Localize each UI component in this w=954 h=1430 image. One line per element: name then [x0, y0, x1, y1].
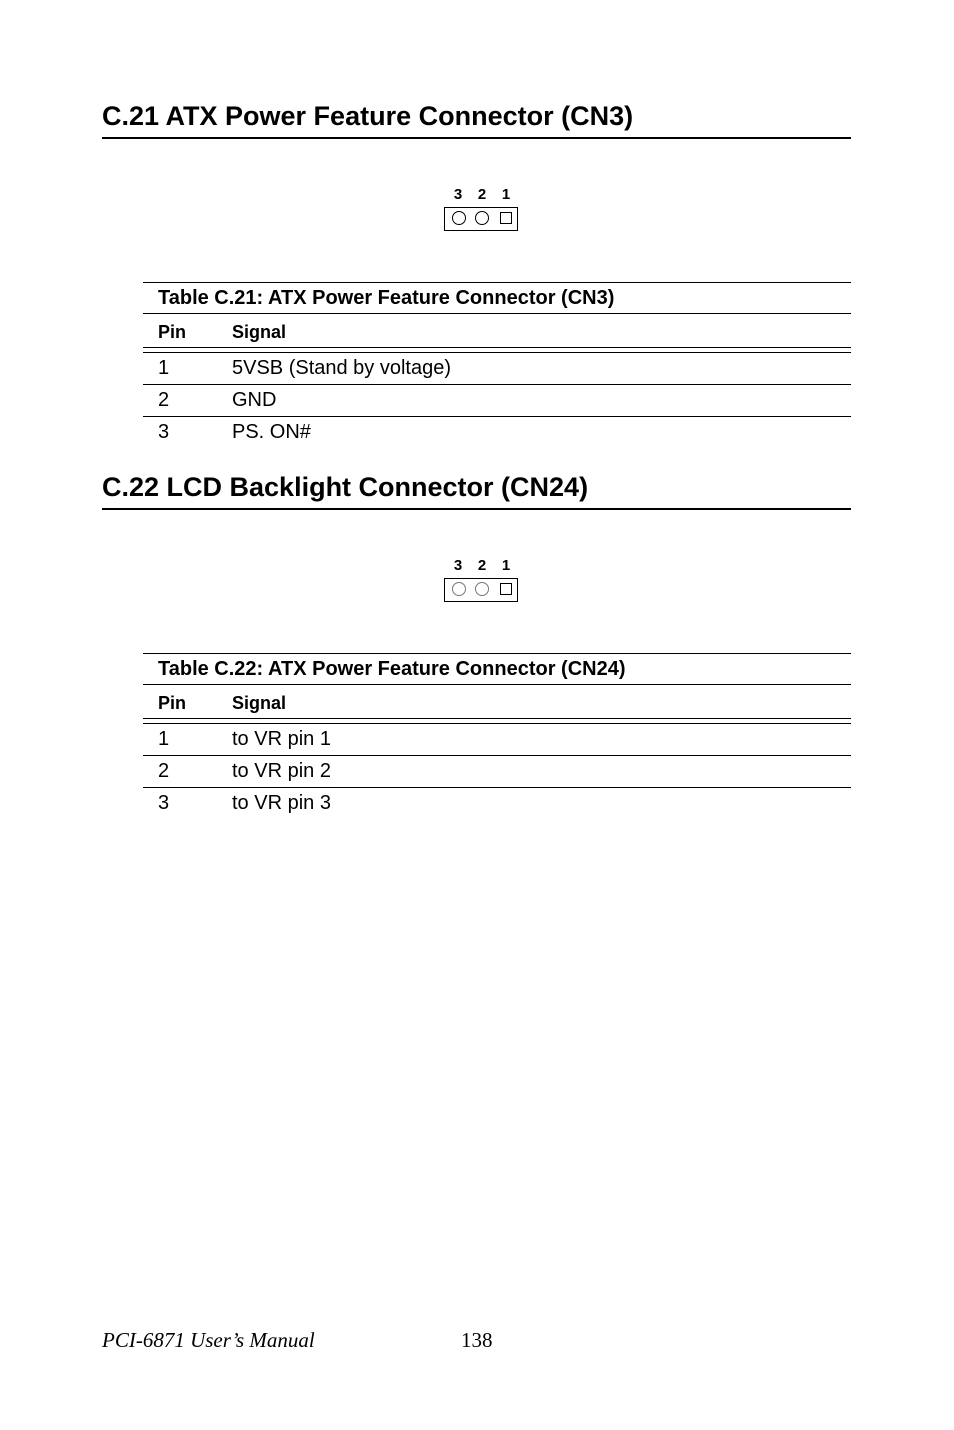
- pin-number-label: 3: [453, 186, 463, 203]
- cell-pin: 3: [158, 421, 170, 443]
- cell-pin: 2: [158, 389, 170, 411]
- table-row: [143, 417, 851, 448]
- cell-pin: 1: [158, 357, 170, 379]
- pin-number-label: 1: [501, 186, 511, 203]
- pin-number-label: 3: [453, 557, 463, 574]
- table-caption: Table C.22: ATX Power Feature Connector (CN24): [143, 653, 851, 685]
- pin-number-row: [444, 186, 518, 206]
- cell-signal: GND: [232, 389, 277, 411]
- round-pin-icon: [475, 582, 489, 596]
- table-row: [143, 353, 851, 385]
- cell-signal: PS. ON#: [232, 421, 311, 443]
- pin-number-label: 2: [477, 186, 487, 203]
- connector-diagram-cn24: [444, 557, 518, 602]
- cell-pin: 3: [158, 792, 170, 814]
- connector-header-box: [444, 578, 518, 602]
- table-header-row: [143, 314, 851, 348]
- section-title-c22: C.22 LCD Backlight Connector (CN24): [102, 471, 851, 510]
- section-title-c21: C.21 ATX Power Feature Connector (CN3): [102, 100, 851, 139]
- header-pin: Pin: [158, 693, 187, 713]
- page-number: 138: [461, 1328, 493, 1352]
- header-pin: Pin: [158, 322, 187, 342]
- pin-table-c21: [143, 282, 851, 448]
- connector-diagram-cn3: [444, 186, 518, 231]
- page-footer: [102, 1328, 802, 1353]
- round-pin-icon: [452, 582, 466, 596]
- cell-pin: 1: [158, 728, 170, 750]
- table-row: [143, 788, 851, 819]
- header-signal: Signal: [232, 322, 287, 342]
- header-signal: Signal: [232, 693, 287, 713]
- square-pin-icon: [500, 212, 512, 224]
- connector-header-box: [444, 207, 518, 231]
- table-row: [143, 756, 851, 788]
- square-pin-icon: [500, 583, 512, 595]
- pin-number-label: 1: [501, 557, 511, 574]
- table-caption: Table C.21: ATX Power Feature Connector (CN3): [143, 282, 851, 314]
- table-row: [143, 385, 851, 417]
- manual-title: PCI-6871 User’s Manual: [102, 1328, 315, 1352]
- round-pin-icon: [475, 211, 489, 225]
- pin-number-row: [444, 557, 518, 577]
- cell-signal: to VR pin 2: [232, 760, 331, 782]
- cell-pin: 2: [158, 760, 170, 782]
- round-pin-icon: [452, 211, 466, 225]
- pin-number-label: 2: [477, 557, 487, 574]
- table-row: [143, 724, 851, 756]
- table-header-row: [143, 685, 851, 719]
- cell-signal: to VR pin 3: [232, 792, 331, 814]
- cell-signal: to VR pin 1: [232, 728, 331, 750]
- pin-table-c22: [143, 653, 851, 819]
- cell-signal: 5VSB (Stand by voltage): [232, 357, 452, 379]
